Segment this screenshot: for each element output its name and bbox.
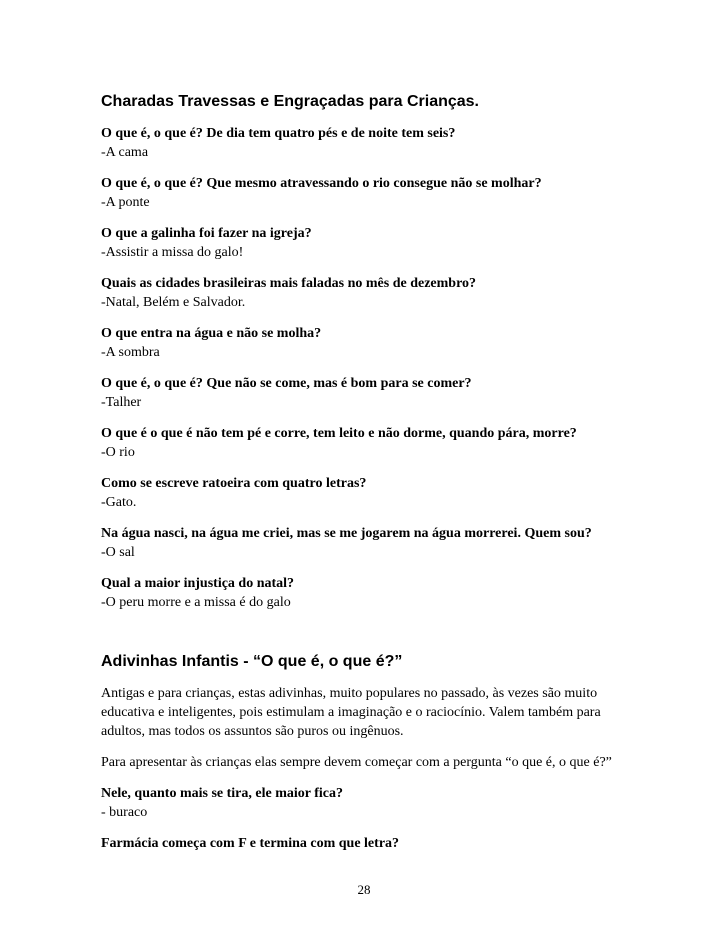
riddle-answer: - buraco — [101, 805, 148, 820]
riddle-question: O que a galinha foi fazer na igreja? — [101, 226, 312, 241]
riddle-item — [101, 174, 661, 212]
riddle-item — [101, 124, 661, 162]
riddle-answer: -Talher — [101, 395, 142, 410]
riddle-question: Na água nasci, na água me criei, mas se me jogarem na água morrerei. Quem sou? — [101, 526, 592, 541]
riddle-item — [101, 834, 661, 853]
page-number: 28 — [357, 882, 371, 897]
riddle-answer: -Gato. — [101, 495, 137, 510]
riddle-question: Como se escreve ratoeira com quatro letras? — [101, 476, 367, 491]
intro-paragraph — [101, 684, 661, 741]
riddle-answer: -O rio — [101, 445, 135, 460]
intro-line: educativa e inteligentes, pois estimulam a imaginação e o raciocínio. Valem também para — [101, 705, 601, 720]
instruction-paragraph: Para apresentar às crianças elas sempre devem começar com a pergunta “o que é, o que é?” — [101, 755, 612, 770]
riddle-answer: -A ponte — [101, 195, 150, 210]
riddle-answer: -O peru morre e a missa é do galo — [101, 595, 291, 610]
document-page — [101, 92, 661, 853]
riddle-list-charadas — [101, 124, 661, 612]
section-title-charadas: Charadas Travessas e Engraçadas para Crianças. — [101, 93, 479, 110]
riddle-answer: -A sombra — [101, 345, 160, 360]
riddle-answer: -Natal, Belém e Salvador. — [101, 295, 246, 310]
section-title-adivinhas: Adivinhas Infantis - “O que é, o que é?” — [101, 653, 403, 670]
riddle-question: O que entra na água e não se molha? — [101, 326, 322, 341]
riddle-question: O que é, o que é? De dia tem quatro pés e de noite tem seis? — [101, 126, 456, 141]
intro-line: Antigas e para crianças, estas adivinhas, muito populares no passado, às vezes são muito — [101, 686, 598, 701]
riddle-answer: -A cama — [101, 145, 149, 160]
riddle-item — [101, 524, 661, 562]
riddle-item — [101, 784, 661, 822]
riddle-question: Qual a maior injustiça do natal? — [101, 576, 295, 591]
riddle-item — [101, 274, 661, 312]
riddle-question: O que é, o que é? Que mesmo atravessando o rio consegue não se molhar? — [101, 176, 542, 191]
riddle-item — [101, 474, 661, 512]
riddle-list-adivinhas — [101, 784, 661, 853]
riddle-answer: -Assistir a missa do galo! — [101, 245, 244, 260]
riddle-question: O que é, o que é? Que não se come, mas é bom para se comer? — [101, 376, 472, 391]
riddle-question: Nele, quanto mais se tira, ele maior fica? — [101, 786, 343, 801]
riddle-question: Farmácia começa com F e termina com que letra? — [101, 836, 400, 851]
riddle-question: Quais as cidades brasileiras mais faladas no mês de dezembro? — [101, 276, 477, 291]
riddle-answer: -O sal — [101, 545, 135, 560]
riddle-item — [101, 374, 661, 412]
riddle-item — [101, 574, 661, 612]
riddle-item — [101, 424, 661, 462]
riddle-item — [101, 224, 661, 262]
intro-line: adultos, mas todos os assuntos são puros ou ingênuos. — [101, 724, 404, 739]
riddle-item — [101, 324, 661, 362]
riddle-question: O que é o que é não tem pé e corre, tem leito e não dorme, quando pára, morre? — [101, 426, 577, 441]
